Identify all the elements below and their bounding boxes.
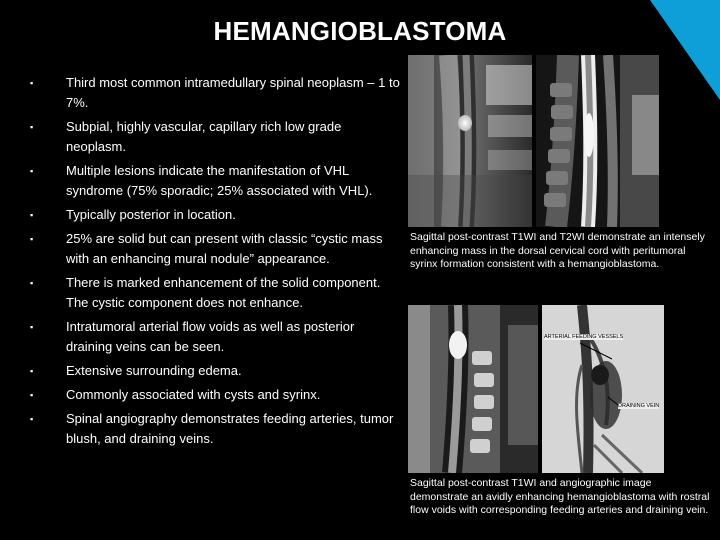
bullet-item: ▪ Subpial, highly vascular, capillary rich low grade neoplasm. [30,119,342,154]
square-bullet-icon: ▪ [30,366,34,376]
square-bullet-icon: ▪ [30,414,34,424]
mri-t1-postcontrast-image [408,55,532,227]
mri-t2-image [536,55,659,227]
square-bullet-icon: ▪ [30,278,34,288]
square-bullet-icon: ▪ [30,390,34,400]
square-bullet-icon: ▪ [30,210,34,220]
square-bullet-icon: ▪ [30,166,34,176]
bullet-list [30,73,400,453]
bottom-figure-caption: Sagittal post-contrast T1WI and angiographic image demonstrate an avidly enhancing hemangioblastoma with rostral flow voids with corresponding feeding arteries and draining vein. [410,477,710,516]
angiography-image [542,305,664,473]
bullet-item: ▪ There is marked enhancement of the solid component. The cystic component does not enhance. [30,275,381,310]
angio-label-arterial: ARTERIAL FEEDING VESSELS [544,334,624,340]
bullet-item: ▪ 25% are solid but can present with classic “cystic mass with an enhancing mural nodule” appearance. [30,231,383,266]
square-bullet-icon: ▪ [30,234,34,244]
bullet-item: ▪ Third most common intramedullary spinal neoplasm – 1 to 7%. [30,75,400,110]
bullet-item: ▪ Spinal angiography demonstrates feeding arteries, tumor blush, and draining veins. [30,411,394,446]
bullet-item: ▪ Extensive surrounding edema. [30,361,400,381]
top-figure-caption: Sagittal post-contrast T1WI and T2WI demonstrate an intensely enhancing mass in the dorsal cervical cord with peritumoral syrinx formation consistent with a hemangioblastoma. [410,231,705,270]
bullet-item: ▪ Commonly associated with cysts and syrinx. [30,385,400,405]
corner-accent [650,0,720,100]
square-bullet-icon: ▪ [30,122,34,132]
square-bullet-icon: ▪ [30,78,34,88]
bullet-item: ▪ Typically posterior in location. [30,205,400,225]
square-bullet-icon: ▪ [30,322,34,332]
slide-title: HEMANGIOBLASTOMA [213,16,507,46]
bullet-item: ▪ Intratumoral arterial flow voids as well as posterior draining veins can be seen. [30,319,355,354]
angio-label-vein: DRAINING VEIN [618,403,660,409]
bullet-item: ▪ Multiple lesions indicate the manifestation of VHL syndrome (75% sporadic; 25% associated with VHL). [30,163,373,198]
mri-t1-sagittal-image [408,305,538,473]
